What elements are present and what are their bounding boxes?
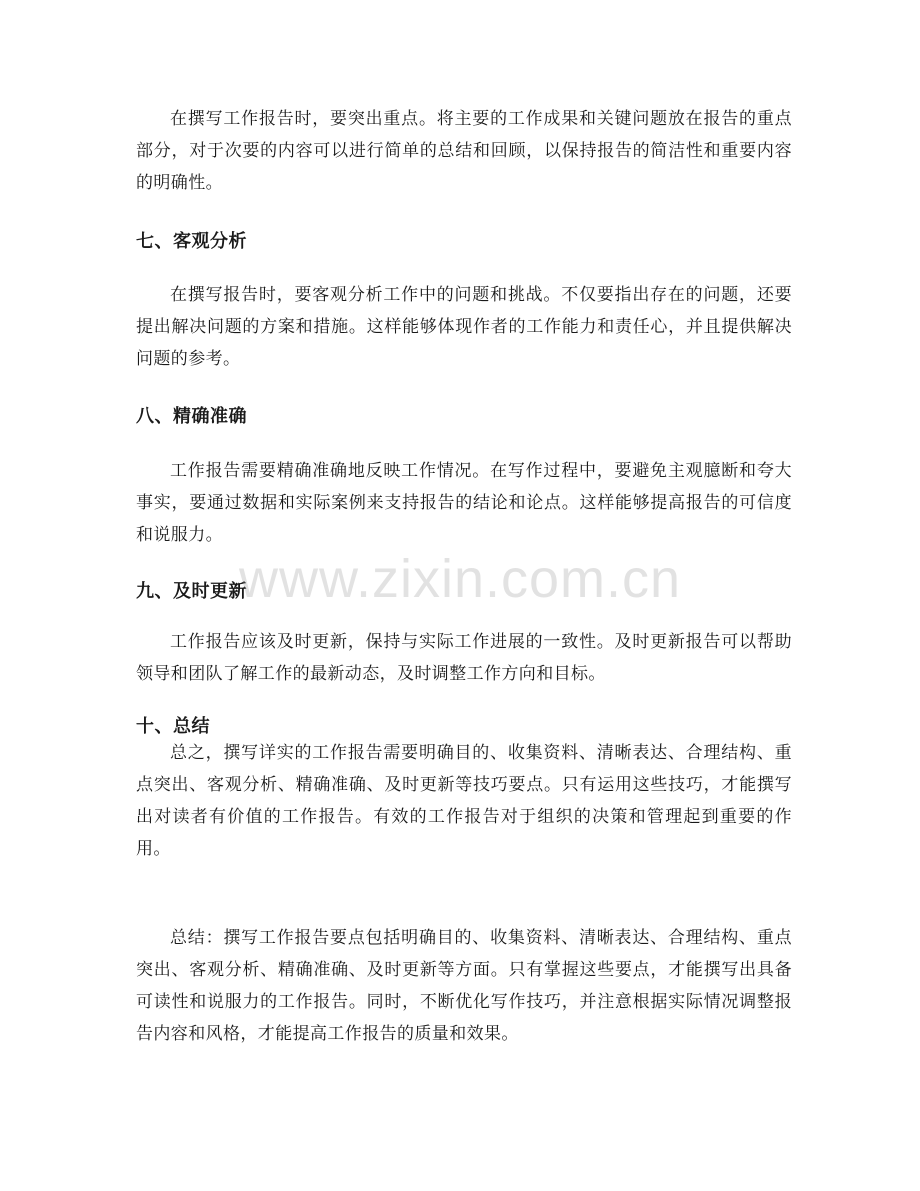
final-summary-paragraph: 总结：撰写工作报告要点包括明确目的、收集资料、清晰表达、合理结构、重点突出、客观分析、精确准确、及时更新等方面。只有掌握这些要点，才能撰写出具备可读性和说服力的工作报告。同时，不断优化写作技巧，并注意根据实际情况调整报告内容和风格，才能提高工作报告的质量和效果。 bbox=[136, 928, 792, 1044]
section-body-timely-update: 工作报告应该及时更新，保持与实际工作进展的一致性。及时更新报告可以帮助领导和团队了解工作的最新动态，及时调整工作方向和目标。 bbox=[136, 632, 792, 684]
section-body-summary: 总之，撰写详实的工作报告需要明确目的、收集资料、清晰表达、合理结构、重点突出、客观分析、精确准确、及时更新等技巧要点。只有运用这些技巧，才能撰写出对读者有价值的工作报告。有效的工作报告对于组织的决策和管理起到重要的作用。 bbox=[136, 743, 792, 859]
section-heading-objective-analysis: 七、客观分析 bbox=[136, 231, 247, 252]
section-body-precision: 工作报告需要精确准确地反映工作情况。在写作过程中，要避免主观臆断和夸大事实，要通过数据和实际案例来支持报告的结论和论点。这样能够提高报告的可信度和说服力。 bbox=[136, 461, 792, 545]
intro-paragraph: 在撰写工作报告时，要突出重点。将主要的工作成果和关键问题放在报告的重点部分，对于次要的内容可以进行简单的总结和回顾，以保持报告的简洁性和重要内容的明确性。 bbox=[136, 109, 792, 193]
section-heading-timely-update: 九、及时更新 bbox=[136, 581, 247, 602]
section-body-objective-analysis: 在撰写报告时，要客观分析工作中的问题和挑战。不仅要指出存在的问题，还要提出解决问题的方案和措施。这样能够体现作者的工作能力和责任心，并且提供解决问题的参考。 bbox=[136, 285, 792, 369]
section-heading-precision: 八、精确准确 bbox=[136, 406, 247, 427]
section-heading-summary: 十、总结 bbox=[136, 716, 210, 737]
watermark: www.zixin.com.cn bbox=[238, 549, 682, 609]
